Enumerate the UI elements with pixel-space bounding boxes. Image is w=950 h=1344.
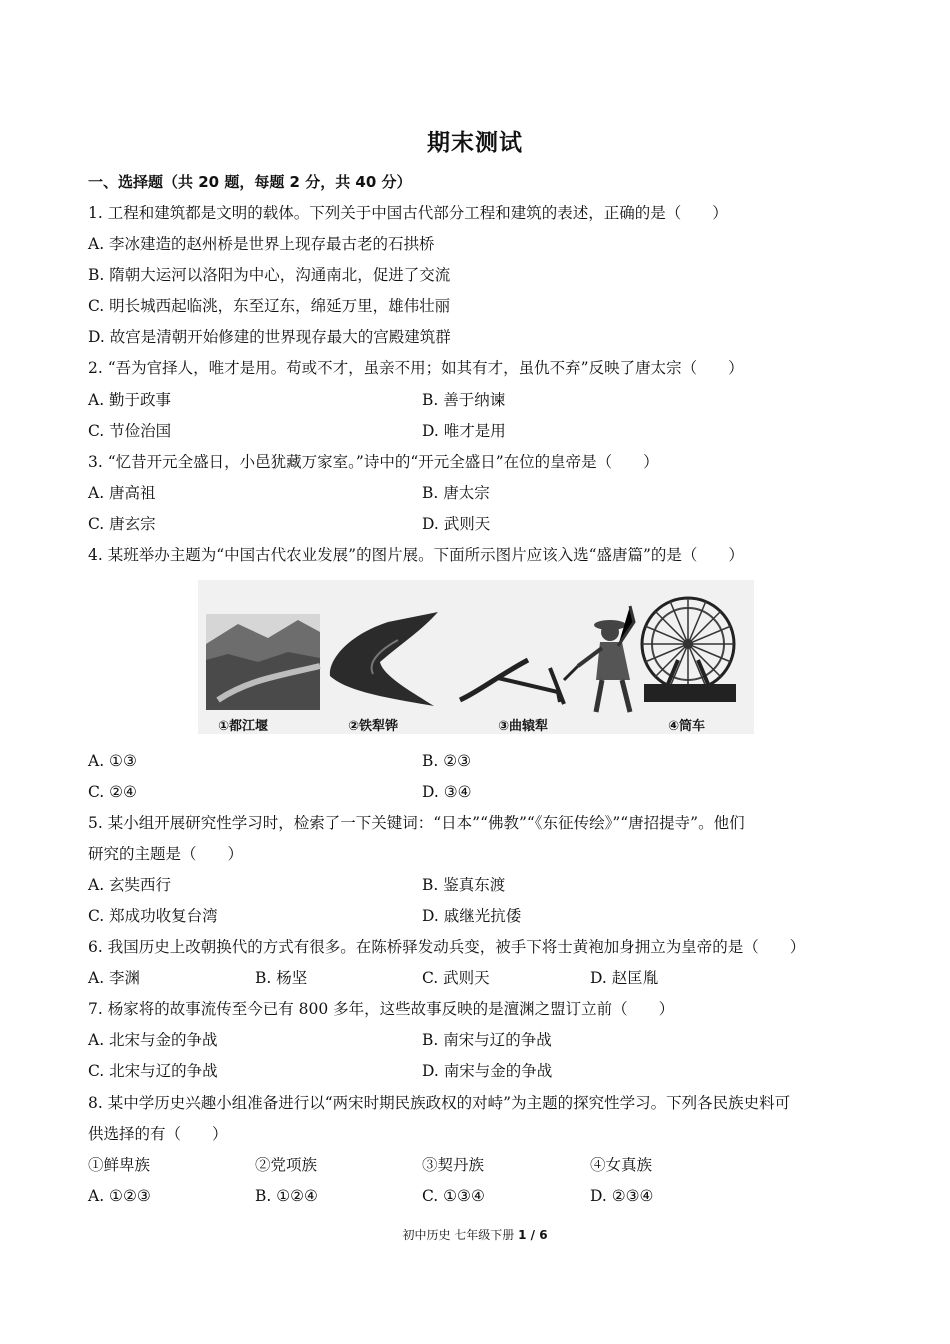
q8-item-2: ②党项族 — [255, 1156, 318, 1174]
q7-option-d: D. 南宋与金的争战 — [422, 1062, 553, 1080]
curved-plough-image — [460, 606, 634, 712]
q8-item-3: ③契丹族 — [422, 1156, 485, 1174]
q3-option-c: C. 唐玄宗 — [88, 515, 156, 533]
q8-option-b: B. ①②④ — [255, 1187, 318, 1205]
q8-option-a: A. ①②③ — [88, 1187, 151, 1205]
caption-dujiangyan: ①都江堰 — [218, 719, 269, 734]
q8-option-c: C. ①③④ — [422, 1187, 485, 1205]
q1-option-c: C. 明长城西起临洮，东至辽东，绵延万里，雄伟壮丽 — [88, 297, 451, 315]
page-title: 期末测试 — [427, 130, 523, 156]
q1-option-b: B. 隋朝大运河以洛阳为中心，沟通南北，促进了交流 — [88, 266, 451, 284]
caption-iron-ploughshare: ②铁犁铧 — [348, 719, 399, 734]
q5-option-a: A. 玄奘西行 — [88, 876, 172, 894]
q8-stem-line2: 供选择的有（ ） — [88, 1125, 228, 1143]
q6-option-a: A. 李渊 — [88, 969, 141, 987]
q2-option-a: A. 勤于政事 — [88, 391, 172, 409]
q5-option-b: B. 鉴真东渡 — [422, 876, 506, 894]
q6-option-b: B. 杨坚 — [255, 969, 308, 987]
q4-stem: 4. 某班举办主题为“中国古代农业发展”的图片展。下面所示图片应该入选“盛唐篇”的是（ ） — [88, 546, 744, 564]
page-footer — [0, 1226, 950, 1243]
q3-option-a: A. 唐高祖 — [88, 484, 156, 502]
q1-option-a: A. 李冰建造的赵州桥是世界上现存最古老的石拱桥 — [88, 235, 435, 253]
q5-stem-line2: 研究的主题是（ ） — [88, 845, 244, 863]
q4-option-b: B. ②③ — [422, 752, 472, 770]
q2-option-c: C. 节俭治国 — [88, 422, 172, 440]
q4-option-c: C. ②④ — [88, 783, 137, 801]
caption-water-wheel: ④筒车 — [668, 719, 706, 734]
water-wheel-image — [642, 598, 736, 702]
q7-option-a: A. 北宋与金的争战 — [88, 1031, 218, 1049]
q2-option-d: D. 唯才是用 — [422, 422, 506, 440]
q8-stem-line1: 8. 某中学历史兴趣小组准备进行以“两宋时期民族政权的对峙”为主题的探究性学习。下列各民族史料可 — [88, 1094, 791, 1112]
page-number: 1 / 6 — [518, 1228, 548, 1242]
q6-option-d: D. 赵匡胤 — [590, 969, 659, 987]
iron-ploughshare-image — [330, 612, 438, 706]
q3-stem: 3. “忆昔开元全盛日，小邑犹藏万家室。”诗中的“开元全盛日”在位的皇帝是（ ） — [88, 453, 659, 471]
q4-option-a: A. ①③ — [88, 752, 137, 770]
q8-item-4: ④女真族 — [590, 1156, 653, 1174]
q7-option-b: B. 南宋与辽的争战 — [422, 1031, 552, 1049]
q3-option-d: D. 武则天 — [422, 515, 491, 533]
q5-stem-line1: 5. 某小组开展研究性学习时，检索了一下关键词：“日本”“佛教”“《东征传绘》”“唐招提寺”。他们 — [88, 814, 745, 832]
section-heading: 一、选择题（共 20 题，每题 2 分，共 40 分） — [88, 173, 412, 191]
q5-option-c: C. 郑成功收复台湾 — [88, 907, 218, 925]
q7-stem: 7. 杨家将的故事流传至今已有 800 多年，这些故事反映的是澶渊之盟订立前（ ） — [88, 1000, 675, 1018]
q1-option-d: D. 故宫是清朝开始修建的世界现存最大的宫殿建筑群 — [88, 328, 451, 346]
caption-curved-plough: ③曲辕犁 — [498, 719, 549, 734]
q3-option-b: B. 唐太宗 — [422, 484, 490, 502]
agriculture-figure — [198, 580, 754, 734]
q8-option-d: D. ②③④ — [590, 1187, 654, 1205]
q8-item-1: ①鲜卑族 — [88, 1156, 151, 1174]
q6-option-c: C. 武则天 — [422, 969, 490, 987]
dujiangyan-image — [206, 614, 320, 710]
q2-stem: 2. “吾为官择人，唯才是用。苟或不才，虽亲不用；如其有才，虽仇不弃”反映了唐太宗（ ） — [88, 359, 744, 377]
q6-stem: 6. 我国历史上改朝换代的方式有很多。在陈桥驿发动兵变，被手下将士黄袍加身拥立为皇帝的是（ ） — [88, 938, 806, 956]
q5-option-d: D. 戚继光抗倭 — [422, 907, 522, 925]
q7-option-c: C. 北宋与辽的争战 — [88, 1062, 218, 1080]
q4-option-d: D. ③④ — [422, 783, 472, 801]
footer-text: 初中历史 七年级下册 — [402, 1228, 515, 1242]
q2-option-b: B. 善于纳谏 — [422, 391, 506, 409]
q1-stem: 1. 工程和建筑都是文明的载体。下列关于中国古代部分工程和建筑的表述，正确的是（ ） — [88, 204, 728, 222]
